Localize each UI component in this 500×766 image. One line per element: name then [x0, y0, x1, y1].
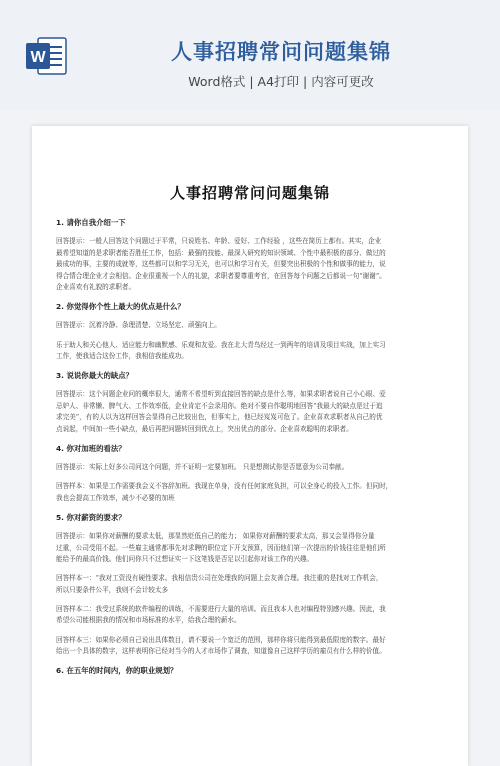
text-line: 过重，公司受用不起。一些雇主通常都事先对求聘的职位定下开支预算，因而他们第一次提出的价钱往往是他们所: [56, 543, 386, 552]
answer-paragraph: [56, 340, 445, 363]
text-line: 工作，使我适合这份工作，我相信我能成功。: [56, 352, 188, 361]
text-line: 回答样本一：“我对工资没有硬性要求。我相信贵公司在处理我的问题上会友善合理。我注重的是找对工作机会，: [56, 574, 383, 583]
header-banner: [0, 0, 500, 110]
text-line: 回答样本二：我受过系统的软件编程的训练，不需要进行大量的培训。而且我本人也对编程特别感兴趣。因此，我: [56, 604, 386, 613]
text-line: 回答提示：如果你对薪酬的要求太低，那显然贬低自己的能力； 如果你对薪酬的要求太高，那又会显得你分量: [56, 531, 375, 540]
text-line: 回答提示：沉着冷静、条理清楚、立场坚定、顽强向上。: [56, 321, 221, 330]
answer-paragraph: [56, 573, 445, 596]
text-line: 回答样本：如果是工作需要我会义不容辞加班。我现在单身，没有任何家庭负担，可以全身心的投入工作。但同时，: [56, 482, 393, 491]
answer-paragraph: [56, 481, 445, 504]
document-title: 人事招聘常问问题集锦: [169, 184, 330, 202]
text-line: 最希望知道的是求职者能否胜任工作，包括：最强的技能、最深入研究的知识领域、个性中最积极的部分、做过的: [56, 248, 386, 257]
text-line: 点说起，中间加一些小缺点，最后再把问题转回到优点上，突出优点的部分。企业喜欢聪明的求职者。: [56, 425, 353, 434]
word-document-icon: [24, 34, 68, 78]
answer-paragraph: [56, 462, 445, 474]
text-line: 给出一个具体的数字，这样表明你已经对当今的人才市场作了调查，知道像自己这样学历的雇员有什么样的价值。: [56, 647, 386, 656]
text-line: 回答样本三：如果你必须自己说出具体数目，请不要说一个宽泛的范围，那样你将只能得到最低限度的数字。最好: [56, 635, 386, 644]
document-body: [56, 217, 445, 684]
text-line: 回答提示：一般人回答这个问题过于平常，只说姓名、年龄、爱好、工作经验 ，这些在简历上都有。其实，企业: [56, 237, 382, 245]
text-line: 最成功的事，主要的成就等，这些都可以和学习无关，也可以和学习有关，但要突出积极的个性和做事的能力，说: [56, 260, 386, 269]
answer-paragraph: [56, 635, 445, 658]
word-logo-letter: W: [30, 49, 46, 66]
answer-paragraph: [56, 320, 445, 332]
question-heading: 5. 你对薪资的要求？: [56, 512, 126, 522]
answer-paragraph: [56, 604, 445, 627]
text-line: 回答提示：这个问题企业问的概率很大，通常不希望听到直接回答的缺点是什么等，如果求职者说自己小心眼、爱: [56, 390, 386, 399]
text-line: 能给予的最高价钱。他们问你只不过想证实一下这笔钱是否足以引起你对该工作的兴趣。: [56, 555, 314, 564]
text-line: 我也会提高工作效率，减少不必要的加班: [56, 493, 175, 502]
text-line: 希望公司能根据我的情况和市场标准的水平，给我合理的薪水。: [56, 616, 241, 625]
text-line: 忌妒人、非常懒、脾气大、工作效率低，企业肯定不会录用你。绝对不要自作聪明地回答“我最大的缺点是过于追: [56, 401, 383, 410]
text-line: 求完美”，有的人以为这样回答会显得自己比较出色，但事实上，他已经岌岌可危了。企业喜欢求职者从自己的优: [56, 413, 383, 422]
question-heading: 3. 说说你最大的缺点？: [56, 371, 134, 381]
answer-paragraph: [56, 236, 445, 294]
question-heading: 4. 你对加班的看法？: [56, 444, 126, 454]
question-heading: 6. 在五年的时间内，你的职业规划？: [56, 666, 178, 676]
text-line: 企业喜欢有礼貌的求职者。: [56, 283, 136, 292]
text-line: 回答提示：实际上好多公司问这个问题，并不证明一定要加班。 只是想测试你是否愿意为公司奉献。: [56, 463, 349, 472]
question-heading: 1. 请你自我介绍一下: [56, 218, 126, 227]
answer-paragraph: [56, 389, 445, 435]
question-heading: 2. 你觉得你个性上最大的优点是什么？: [56, 302, 185, 312]
text-line: 所以只要条件公平，我则不会计较太多: [56, 585, 169, 594]
page-title: 人事招聘常问问题集锦: [171, 40, 391, 64]
text-line: 乐于助人和关心他人、适应能力和幽默感、乐观和友爱。我在北大青鸟经过一到两年的培训及项目实战，加上实习: [56, 340, 386, 349]
text-line: 得合情合理企业才会相信。企业很重视一个人的礼貌，求职者要尊重考官，在回答每个问题之后都说一句“谢谢”。: [56, 271, 386, 280]
page-subtitle: Word格式 | A4打印 | 内容可更改: [188, 74, 374, 89]
answer-paragraph: [56, 531, 445, 566]
document-page: [32, 126, 468, 766]
